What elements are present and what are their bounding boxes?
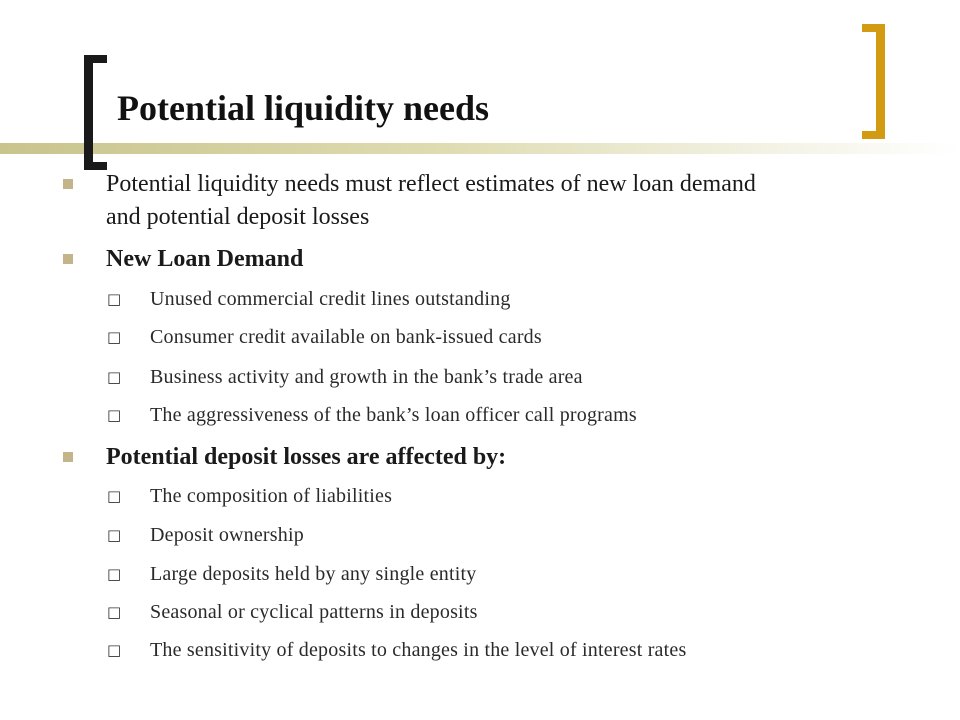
sub-bullet-text: The sensitivity of deposits to changes in the level of interest rates xyxy=(150,639,687,661)
square-bullet-icon xyxy=(63,452,73,462)
slide-title: Potential liquidity needs xyxy=(117,88,490,128)
square-bullet-icon xyxy=(63,179,73,189)
sub-bullet-text: Seasonal or cyclical patterns in deposits xyxy=(150,601,478,623)
hollow-square-bullet-icon: □ xyxy=(107,526,122,544)
sub-bullet-text: Consumer credit available on bank-issued cards xyxy=(150,326,542,348)
hollow-square-bullet-icon: □ xyxy=(107,328,122,346)
hollow-square-bullet-icon: □ xyxy=(107,603,122,621)
sub-bullet-text: Large deposits held by any single entity xyxy=(150,563,477,585)
bullet-heading: Potential deposit losses are affected by: xyxy=(106,444,507,470)
hollow-square-bullet-icon: □ xyxy=(107,368,122,386)
hollow-square-bullet-icon: □ xyxy=(107,290,122,308)
bullet-text-line: and potential deposit losses xyxy=(106,204,370,230)
sub-bullet-text: Business activity and growth in the bank’s trade area xyxy=(150,366,583,388)
square-bullet-icon xyxy=(63,254,73,264)
sub-bullet-text: Unused commercial credit lines outstanding xyxy=(150,288,511,310)
bullet-heading: New Loan Demand xyxy=(106,246,304,272)
hollow-square-bullet-icon: □ xyxy=(107,641,122,659)
sub-bullet-text: The aggressiveness of the bank’s loan officer call programs xyxy=(150,404,637,426)
sub-bullet-text: Deposit ownership xyxy=(150,524,304,546)
hollow-square-bullet-icon: □ xyxy=(107,565,122,583)
sub-bullet-text: The composition of liabilities xyxy=(150,485,393,507)
bullet-text-line: Potential liquidity needs must reflect estimates of new loan demand xyxy=(106,171,756,197)
hollow-square-bullet-icon: □ xyxy=(107,406,122,424)
hollow-square-bullet-icon: □ xyxy=(107,487,122,505)
